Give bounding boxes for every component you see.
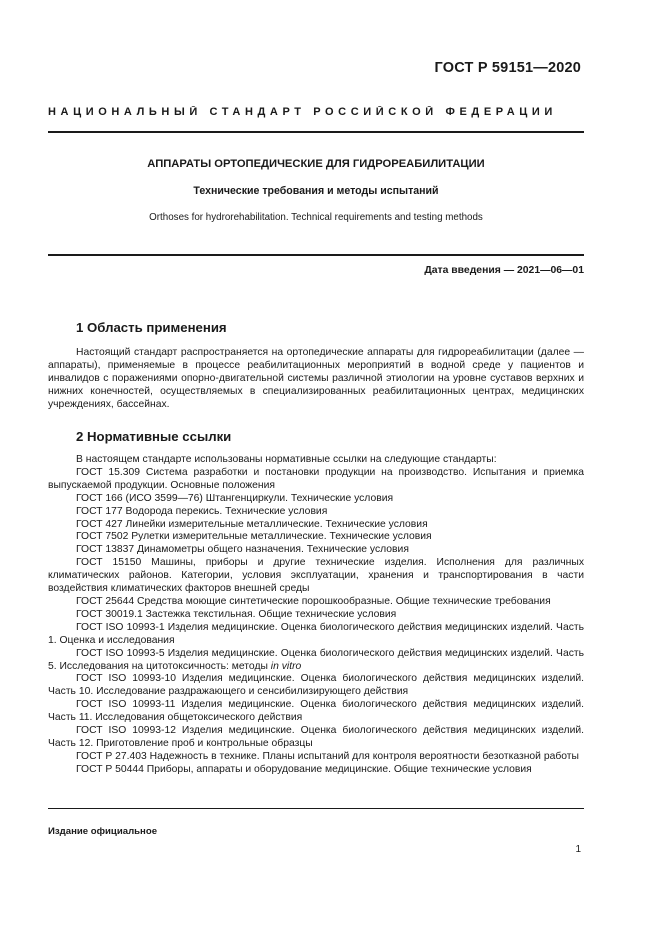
standard-title: АППАРАТЫ ОРТОПЕДИЧЕСКИЕ ДЛЯ ГИДРОРЕАБИЛИТАЦИИ [147, 158, 485, 170]
reference-item [48, 493, 584, 506]
section-1-body [48, 347, 584, 412]
section-2-heading: 2 Нормативные ссылки [76, 429, 232, 444]
title-divider [48, 254, 584, 256]
reference-item [48, 699, 584, 725]
reference-text: ГОСТ ISO 10993-11 Изделия медицинские. Оценка биологического действия медицинских изделий. Часть 11. Исследования общетоксического действия [48, 699, 584, 724]
footer-divider [48, 808, 584, 809]
standard-subtitle: Технические требования и методы испытаний [193, 185, 439, 197]
reference-text: ГОСТ 25644 Средства моющие синтетические порошкообразные. Общие технические требования [76, 595, 551, 607]
reference-text: ГОСТ Р 50444 Приборы, аппараты и оборудование медицинские. Общие технические условия [76, 763, 532, 775]
introduction-date: Дата введения — 2021—06—01 [424, 265, 584, 276]
reference-italic-term: in vitro [270, 660, 302, 672]
scope-paragraph: Настоящий стандарт распространяется на ортопедические аппараты для гидрореабилитации (далее — аппараты), применяемые в процессе реабилитационных мероприятий в водной среде у пациентов и инвалидов с поражениями опорно-двигательной системы различной этиологии на уровне суставов верхних и нижних конечностей, осуществляемых в специализированных реабилитационных центрах, медицинских учреждениях, бассейнах. [48, 347, 584, 410]
reference-text: ГОСТ 30019.1 Застежка текстильная. Общие технические условия [76, 608, 397, 620]
national-standard-banner: НАЦИОНАЛЬНЫЙ СТАНДАРТ РОССИЙСКОЙ ФЕДЕРАЦИИ [48, 106, 557, 118]
reference-item [48, 544, 584, 557]
reference-item [48, 519, 584, 532]
section-1-heading: 1 Область применения [76, 320, 227, 335]
reference-item [48, 673, 584, 699]
page-number: 1 [575, 844, 581, 855]
english-title: Orthoses for hydrorehabilitation. Technical requirements and testing methods [149, 212, 483, 223]
reference-text: ГОСТ ISO 10993-10 Изделия медицинские. Оценка биологического действия медицинских изделий. Часть 10. Исследование раздражающего и сенсибилизирующего действия [48, 673, 584, 698]
reference-text: ГОСТ 166 (ИСО 3599—76) Штангенциркули. Технические условия [76, 492, 394, 504]
reference-item [48, 531, 584, 544]
reference-item [48, 467, 584, 493]
reference-item [48, 609, 584, 622]
reference-item [48, 725, 584, 751]
reference-item [48, 622, 584, 648]
reference-text: ГОСТ Р 27.403 Надежность в технике. Планы испытаний для контроля вероятности безотказной работы [76, 750, 579, 762]
reference-text: ГОСТ 13837 Динамометры общего назначения. Технические условия [76, 544, 409, 556]
reference-item [48, 557, 584, 596]
reference-text: ГОСТ ISO 10993-12 Изделия медицинские. Оценка биологического действия медицинских изделий. Часть 12. Приготовление проб и контрольные образцы [48, 725, 584, 749]
reference-text: ГОСТ 15.309 Система разработки и постановки продукции на производство. Испытания и приемка выпускаемой продукции. Основные положения [48, 466, 584, 491]
reference-item [48, 648, 584, 674]
reference-item [48, 596, 584, 609]
reference-text: ГОСТ 177 Водорода перекись. Технические условия [76, 505, 328, 517]
reference-text: ГОСТ 7502 Рулетки измерительные металлические. Технические условия [76, 531, 432, 543]
document-number: ГОСТ Р 59151—2020 [434, 60, 581, 76]
reference-item [48, 751, 584, 764]
reference-item [48, 764, 584, 777]
reference-text: ГОСТ ISO 10993-1 Изделия медицинские. Оценка биологического действия медицинских изделий. Часть 1. Оценка и исследования [48, 621, 584, 646]
normative-references [48, 454, 584, 777]
references-intro: В настоящем стандарте использованы нормативные ссылки на следующие стандарты: [76, 454, 497, 465]
top-divider [48, 131, 584, 133]
reference-item [48, 506, 584, 519]
reference-text: ГОСТ 15150 Машины, приборы и другие технические изделия. Исполнения для различных климатических районов. Категории, условия эксплуатации, хранения и транспортирования в части воздействия климатических факторов внешней среды [48, 557, 584, 595]
reference-text: ГОСТ 427 Линейки измерительные металлические. Технические условия [76, 518, 428, 530]
official-edition-label: Издание официальное [48, 826, 158, 837]
reference-text: ГОСТ ISO 10993-5 Изделия медицинские. Оценка биологического действия медицинских изделий. Часть 5. Исследования на цитотоксичность: методы [48, 647, 584, 672]
